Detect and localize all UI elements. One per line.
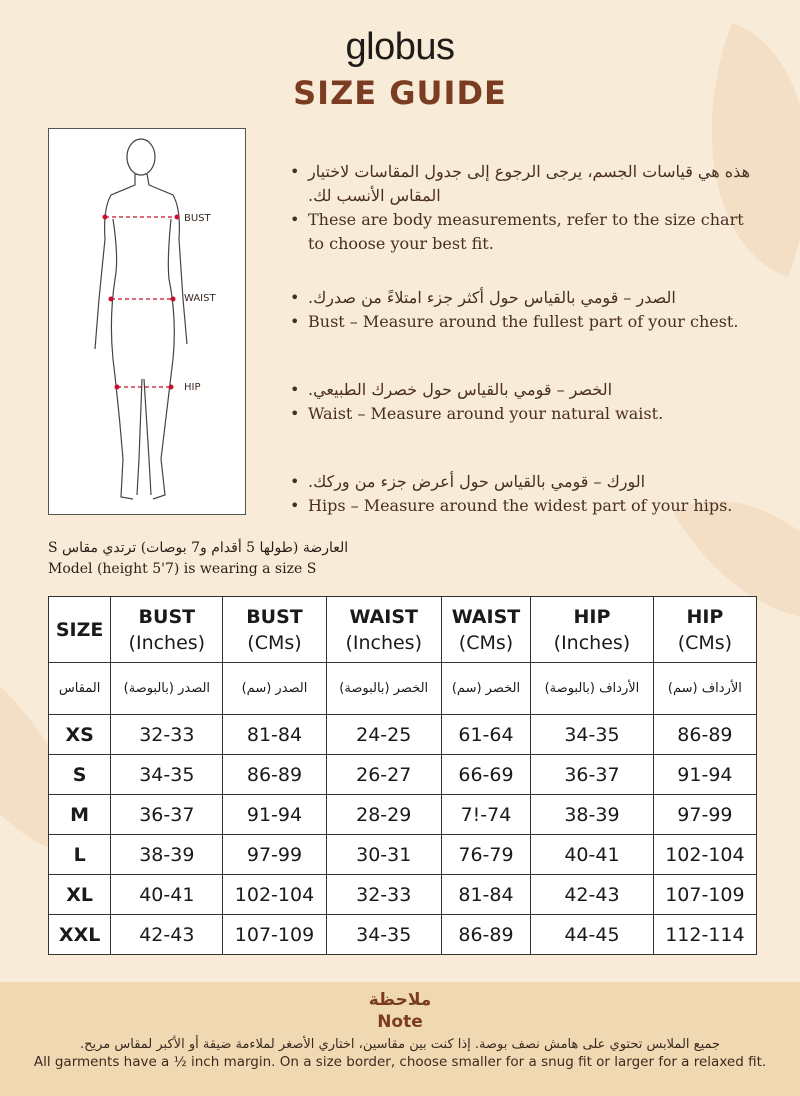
size-chart-table [48,596,757,955]
table-cell: 107-109 [653,875,756,915]
table-cell: 7!-74 [441,795,530,835]
table-cell: 86-89 [223,755,326,795]
table-cell: 28-29 [326,795,441,835]
column-header [441,597,530,663]
table-cell: 44-45 [531,915,654,955]
table-cell: XL [49,875,111,915]
note-section [0,982,800,1096]
table-cell: L [49,835,111,875]
brand-logo: globus [345,26,455,68]
body-measurement-figure [48,128,246,515]
header-unit: (Inches) [128,631,206,654]
table-cell: 30-31 [326,835,441,875]
label-hip: HIP [184,382,201,393]
header-unit: (CMs) [677,631,733,654]
table-cell: 36-37 [531,755,654,795]
note-title-en: Note [377,1012,423,1032]
table-cell: 42-43 [111,915,223,955]
column-header [111,597,223,663]
header-unit: (CMs) [458,631,514,654]
column-header [653,597,756,663]
table-cell: 34-35 [531,715,654,755]
model-info [48,538,348,580]
header-label: BUST [138,605,196,628]
instruction-en: • Hips – Measure around the widest part of your hips. [286,494,756,518]
table-cell: 32-33 [111,715,223,755]
table-cell: XS [49,715,111,755]
note-text-ar: جميع الملابس تحتوي على هامش نصف بوصة. إذا كنت بين مقاسين، اختاري الأصغر لملاءمة ضيقة أو الأكبر لمقاس مريح. [79,1037,721,1052]
header-row-ar [49,663,757,715]
table-row [49,795,757,835]
column-header-ar: الصدر (بالبوصة) [111,663,223,715]
table-cell: 102-104 [223,875,326,915]
instruction-en: • Waist – Measure around your natural waist. [286,402,756,426]
column-header [531,597,654,663]
table-cell: 86-89 [441,915,530,955]
table-cell: 32-33 [326,875,441,915]
column-header-ar: الصدر (سم) [223,663,326,715]
header-unit: (CMs) [247,631,302,654]
instruction-ar: • الخصر – قومي بالقياس حول خصرك الطبيعي. [286,378,756,402]
header-unit: (Inches) [345,631,422,654]
page-title: SIZE GUIDE [293,74,507,112]
table-cell: 42-43 [531,875,654,915]
instruction-ar: • هذه هي قياسات الجسم، يرجى الرجوع إلى جدول المقاسات لاختيار المقاس الأنسب لك. [286,160,756,208]
table-cell: 34-35 [326,915,441,955]
table-row [49,755,757,795]
table-cell: 40-41 [111,875,223,915]
table-cell: 91-94 [223,795,326,835]
table-row [49,835,757,875]
column-header-ar: الأرداف (سم) [653,663,756,715]
table-cell: 107-109 [223,915,326,955]
model-info-en: Model (height 5'7) is wearing a size S [48,561,317,577]
table-cell: 112-114 [653,915,756,955]
note-text-en: All garments have a ½ inch margin. On a size border, choose smaller for a snug fit or larger for a relaxed fit. [33,1054,767,1070]
table-cell: 34-35 [111,755,223,795]
instruction-item [286,286,756,334]
table-cell: 40-41 [531,835,654,875]
table-cell: 97-99 [653,795,756,835]
table-cell: 102-104 [653,835,756,875]
table-cell: 86-89 [653,715,756,755]
table-cell: 76-79 [441,835,530,875]
column-header-ar: الأرداف (بالبوصة) [531,663,654,715]
label-waist: WAIST [184,293,216,304]
table-cell: 38-39 [531,795,654,835]
instruction-item [286,160,756,256]
header-label: WAIST [451,605,521,628]
header-unit: (Inches) [553,631,631,654]
header-label: HIP [686,605,724,628]
header-row [49,597,757,663]
column-header [326,597,441,663]
table-cell: 97-99 [223,835,326,875]
column-header-ar: الخصر (سم) [441,663,530,715]
table-cell: XXL [49,915,111,955]
column-header-ar: الخصر (بالبوصة) [326,663,441,715]
table-cell: 66-69 [441,755,530,795]
table-cell: S [49,755,111,795]
header-label: HIP [573,605,611,628]
header-label: SIZE [55,618,104,641]
table-cell: 36-37 [111,795,223,835]
header-label: BUST [246,605,303,628]
column-header [49,597,111,663]
table-cell: 24-25 [326,715,441,755]
table-row [49,915,757,955]
instruction-item [286,378,756,426]
table-row [49,715,757,755]
column-header-ar: المقاس [49,663,111,715]
table-cell: 91-94 [653,755,756,795]
instruction-ar: • الورك – قومي بالقياس حول أعرض جزء من وركك. [286,470,756,494]
column-header [223,597,326,663]
table-cell: 38-39 [111,835,223,875]
table-cell: M [49,795,111,835]
table-cell: 26-27 [326,755,441,795]
instructions [286,160,756,548]
instruction-item [286,470,756,518]
header-label: WAIST [349,605,418,628]
model-info-ar: العارضة (طولها 5 أقدام و7 بوصات) ترتدي مقاس S [48,540,349,556]
instruction-en: • These are body measurements, refer to the size chart to choose your best fit. [286,208,756,256]
instruction-en: • Bust – Measure around the fullest part of your chest. [286,310,756,334]
note-title-ar: ملاحظة [368,990,432,1010]
table-cell: 61-64 [441,715,530,755]
table-row [49,875,757,915]
table-cell: 81-84 [223,715,326,755]
instruction-ar: • الصدر – قومي بالقياس حول أكثر جزء امتلاءً من صدرك. [286,286,756,310]
table-cell: 81-84 [441,875,530,915]
label-bust: BUST [184,213,211,224]
